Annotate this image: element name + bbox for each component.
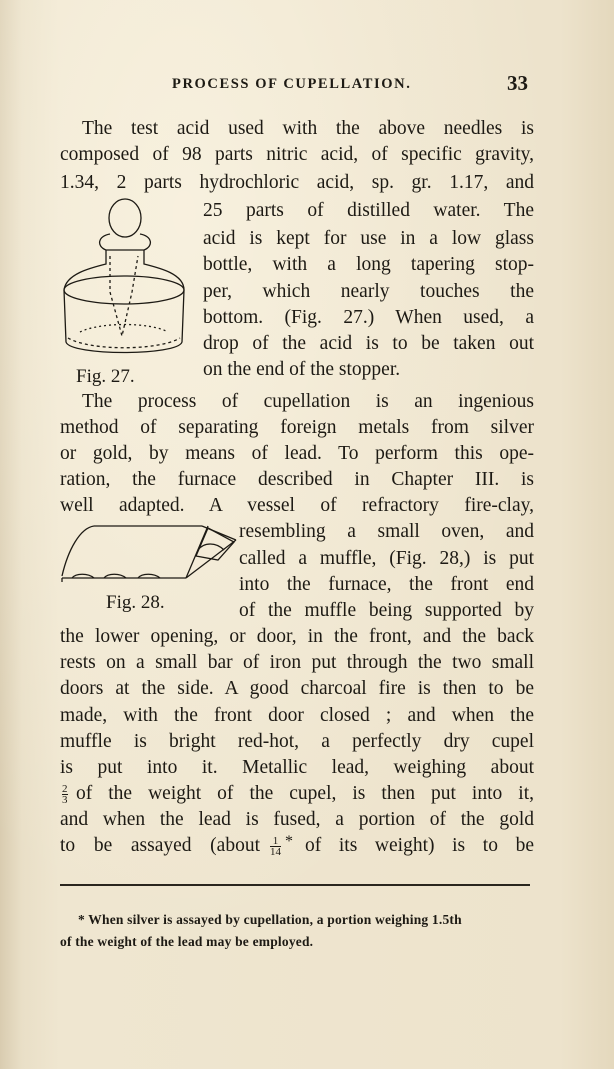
body-line: muffle is bright red-hot, a perfectly dry cupel bbox=[60, 731, 534, 752]
body-line: into the furnace, the front end bbox=[239, 574, 534, 595]
body-line: bottom. (Fig. 27.) When used, a bbox=[203, 307, 534, 328]
running-head: PROCESS OF CUPELLATION. bbox=[172, 76, 412, 92]
body-line: 25 parts of distilled water. The bbox=[203, 200, 534, 221]
body-line: the lower opening, or door, in the front, and the back bbox=[60, 626, 534, 647]
fraction-numerator: 1 bbox=[270, 836, 281, 847]
fraction-numerator: 2 bbox=[62, 783, 68, 795]
fraction-denominator: 3 bbox=[62, 794, 68, 806]
page-header bbox=[0, 71, 614, 98]
fraction-one-fourteenth bbox=[270, 836, 281, 857]
body-line: drop of the acid is to be taken out bbox=[203, 333, 534, 354]
body-line: ration, the furnace described in Chapter III. is bbox=[60, 469, 534, 490]
body-line: bottle, with a long tapering stop- bbox=[203, 254, 534, 275]
footnote-line: * When silver is assayed by cupellation, a portion weighing 1.5th bbox=[78, 912, 462, 927]
body-line: of the muffle being supported by bbox=[239, 600, 534, 621]
body-line: 1.34, 2 parts hydrochloric acid, sp. gr. 1.17, and bbox=[60, 172, 534, 193]
fig28-caption: Fig. 28. bbox=[106, 592, 165, 613]
body-line: or gold, by means of lead. To perform this ope- bbox=[60, 443, 534, 464]
body-line: and when the lead is fused, a portion of the gold bbox=[60, 809, 534, 830]
body-line: per, which nearly touches the bbox=[203, 281, 534, 302]
page-number: 33 bbox=[507, 71, 528, 95]
body-line: rests on a small bar of iron put through the two small bbox=[60, 652, 534, 673]
fraction-denominator: 14 bbox=[270, 846, 281, 858]
body-line: of its weight) is to be bbox=[305, 835, 534, 856]
body-line: method of separating foreign metals from silver bbox=[60, 417, 534, 438]
body-line: acid is kept for use in a low glass bbox=[203, 228, 534, 249]
body-line: of the weight of the cupel, is then put into it, bbox=[76, 783, 534, 804]
body-line: well adapted. A vessel of refractory fire-clay, bbox=[60, 495, 534, 516]
body-line: is put into it. Metallic lead, weighing about bbox=[60, 757, 534, 778]
fig28-muffle-illustration bbox=[58, 520, 238, 592]
body-line: composed of 98 parts nitric acid, of specific gravity, bbox=[60, 144, 534, 165]
body-line: on the end of the stopper. bbox=[203, 359, 401, 380]
body-line: called a muffle, (Fig. 28,) is put bbox=[239, 548, 534, 569]
body-line: resembling a small oven, and bbox=[239, 521, 534, 542]
fig27-caption: Fig. 27. bbox=[76, 366, 135, 387]
body-line: doors at the side. A good charcoal fire is then to be bbox=[60, 678, 534, 699]
fraction-two-thirds bbox=[62, 784, 68, 805]
footnote-line: of the weight of the lead may be employed. bbox=[60, 934, 314, 949]
body-line: to be assayed (about bbox=[60, 835, 260, 856]
footnote-rule bbox=[60, 884, 530, 886]
body-line: made, with the front door closed ; and when the bbox=[60, 705, 534, 726]
body-line: The process of cupellation is an ingenious bbox=[82, 391, 534, 412]
fig27-bottle-illustration bbox=[60, 196, 190, 366]
footnote-marker: * bbox=[285, 833, 293, 850]
body-line: The test acid used with the above needles is bbox=[82, 118, 534, 139]
